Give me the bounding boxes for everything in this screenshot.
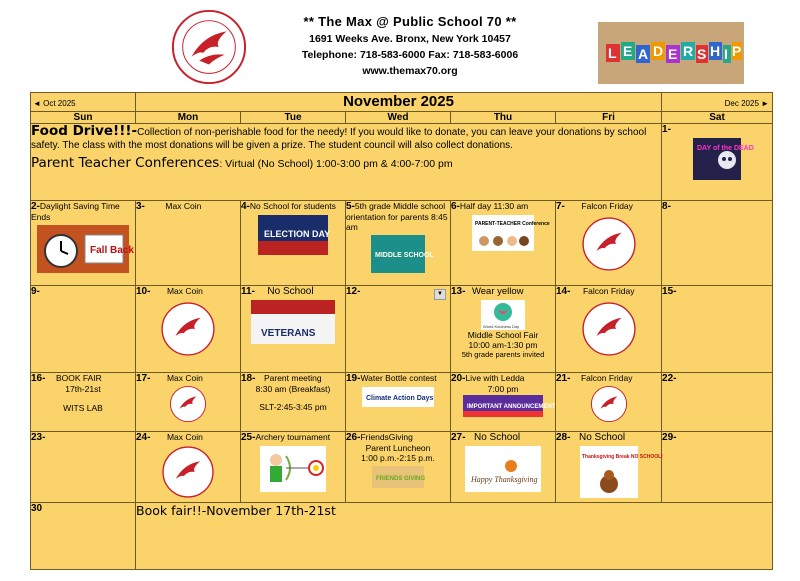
day-cell-13[interactable] xyxy=(451,285,556,372)
announcement-text: IMPORTANT ANNOUNCEMENT xyxy=(467,403,556,410)
svg-text:L: L xyxy=(608,45,617,61)
next-month-cell xyxy=(662,93,773,112)
friendsgiving-text: FRIENDS GIVING xyxy=(376,475,426,482)
day-number: 29- xyxy=(662,431,677,443)
weekday-sat: Sat xyxy=(662,112,773,124)
month-title: November 2025 xyxy=(343,93,454,110)
school-seal-icon xyxy=(161,445,215,499)
school-seal-icon xyxy=(160,301,216,357)
day-number: 20- xyxy=(451,372,466,384)
event-text: Max Coin xyxy=(166,372,203,383)
event-text: No School for students xyxy=(249,201,336,212)
event-text: Daylight Saving Time Ends xyxy=(31,201,120,223)
event-text-2: Parent Luncheon xyxy=(365,442,431,453)
day-cell-21[interactable] xyxy=(556,372,662,431)
event-text-2: 8:30 am (Breakfast) xyxy=(255,383,331,394)
day-cell-1[interactable] xyxy=(662,124,773,201)
day-cell-10[interactable] xyxy=(136,285,241,372)
day-cell-8[interactable] xyxy=(662,201,773,286)
day-cell-23[interactable] xyxy=(31,431,136,503)
school-seal-logo xyxy=(170,8,248,86)
ptc-image-text: PARENT-TEACHER Conference xyxy=(475,221,550,228)
event-text: Wear yellow xyxy=(471,285,524,297)
event-text: No School xyxy=(473,431,521,443)
svg-text:E: E xyxy=(623,43,633,59)
day-number: 2- xyxy=(31,201,40,213)
weekday-tue: Tue xyxy=(241,112,346,124)
day-cell-6[interactable] xyxy=(451,201,556,286)
event-text: Water Bottle contest xyxy=(360,372,437,383)
election-text: ELECTION DAY xyxy=(264,229,331,240)
happy-thanksgiving-image xyxy=(465,446,541,492)
day-number: 30 xyxy=(31,503,43,515)
day-cell-17[interactable] xyxy=(136,372,241,431)
day-number: 25- xyxy=(241,431,256,443)
day-number: 15- xyxy=(662,285,677,297)
event-text: Live with Ledda xyxy=(465,372,525,383)
day-number: 12- xyxy=(346,285,361,297)
day-number: 16- xyxy=(31,372,46,384)
svg-text:A: A xyxy=(638,46,649,62)
event-text: Falcon Friday xyxy=(581,201,633,212)
middle-school-text: MIDDLE SCHOOL xyxy=(375,252,434,260)
day-number: 21- xyxy=(556,372,571,384)
day-number: 19- xyxy=(346,372,361,384)
svg-text:R: R xyxy=(683,43,694,59)
svg-text:P: P xyxy=(732,43,742,59)
school-seal-icon xyxy=(590,385,628,423)
fall-back-text: Fall Back xyxy=(90,245,134,257)
day-cell-28[interactable] xyxy=(556,431,662,503)
prev-month-cell xyxy=(31,93,136,112)
day-number: 27- xyxy=(451,431,466,443)
svg-text:I: I xyxy=(724,46,728,62)
day-cell-9[interactable] xyxy=(31,285,136,372)
svg-text:D: D xyxy=(653,43,664,59)
thanksgiving-break-image xyxy=(580,446,663,498)
event-text: Archery tournament xyxy=(255,431,331,442)
day-cell-7[interactable] xyxy=(556,201,662,286)
day-cell-14[interactable] xyxy=(556,285,662,372)
thanksgiving-text: Happy Thanksgiving xyxy=(471,474,538,484)
school-phones: Telephone: 718-583-6000 Fax: 718-583-6006 xyxy=(301,49,519,61)
day-cell-25[interactable] xyxy=(241,431,346,503)
calendar-table xyxy=(30,92,773,570)
book-fair-text: Book fair!!-November 17th-21st xyxy=(136,503,336,519)
event-text-3: 1:00 p.m.-2:15 p.m. xyxy=(361,452,435,463)
dropdown-arrow-icon[interactable]: ▼ xyxy=(434,289,446,300)
school-seal-icon xyxy=(581,216,637,272)
parent-teacher-conference-image xyxy=(472,215,550,251)
fall-back-clock-image xyxy=(37,225,134,273)
ptc-text: : Virtual (No School) 1:00-3:00 pm & 4:00-7:00 pm xyxy=(219,158,453,171)
weekday-mon: Mon xyxy=(136,112,241,124)
svg-text:H: H xyxy=(710,43,721,59)
event-text: Max Coin xyxy=(166,431,203,442)
day-number: 6- xyxy=(451,201,460,213)
school-address: 1691 Weeks Ave. Bronx, New York 10457 xyxy=(309,33,511,45)
day-cell-4[interactable] xyxy=(241,201,346,286)
event-text: Falcon Friday xyxy=(582,285,635,296)
day-number: 28- xyxy=(556,431,571,443)
election-day-image xyxy=(258,215,331,255)
weekday-header-row xyxy=(31,112,773,124)
weekday-thu: Thu xyxy=(451,112,556,124)
day-cell-11[interactable] xyxy=(241,285,346,372)
day-cell-30[interactable] xyxy=(31,503,136,570)
event-text: FriendsGiving xyxy=(360,431,413,442)
day-number: 22- xyxy=(662,372,677,384)
world-kindness-day-image xyxy=(481,300,525,330)
event-text: 5th grade Middle school orientation for parents 8:45 am xyxy=(346,201,448,233)
event-text: BOOK FAIR xyxy=(55,372,102,383)
event-text-4: 5th grade parents invited xyxy=(461,349,545,359)
kindness-text: World Kindness Day xyxy=(483,323,520,329)
day-cell-26[interactable] xyxy=(346,431,451,503)
event-text-3: WITS LAB xyxy=(63,402,103,413)
day-number: 18- xyxy=(241,372,256,384)
day-number: 24- xyxy=(136,431,151,443)
day-cell-18[interactable] xyxy=(241,372,346,431)
day-number: 7- xyxy=(556,201,565,213)
svg-text:S: S xyxy=(697,46,707,62)
weekday-sun: Sun xyxy=(31,112,136,124)
important-announcement-image xyxy=(463,395,556,417)
month-title-cell xyxy=(136,93,662,112)
school-seal-icon xyxy=(169,385,207,423)
event-text: Parent meeting xyxy=(263,372,322,383)
day-number: 3- xyxy=(136,201,145,213)
day-cell-19[interactable] xyxy=(346,372,451,431)
event-text: Falcon Friday xyxy=(580,372,633,383)
event-text-3: SLT-2:45-3:45 pm xyxy=(259,401,327,412)
day-cell-16[interactable] xyxy=(31,372,136,431)
day-cell-15[interactable] xyxy=(662,285,773,372)
dotd-text: DAY of the DEAD xyxy=(697,145,754,153)
weekday-wed: Wed xyxy=(346,112,451,124)
day-number: 14- xyxy=(556,285,571,297)
event-text: Max Coin xyxy=(165,201,202,212)
veterans-text: VETERANS xyxy=(261,327,316,339)
event-text: Max Coin xyxy=(166,285,203,296)
day-cell-5[interactable] xyxy=(346,201,451,286)
day-cell-27[interactable] xyxy=(451,431,556,503)
climate-action-image xyxy=(362,387,434,407)
climate-text: Climate Action Days xyxy=(366,394,434,402)
page-header xyxy=(0,0,800,92)
school-seal-icon xyxy=(581,301,637,357)
middle-school-image xyxy=(371,235,434,273)
archery-image xyxy=(260,446,326,492)
event-text-2: 7:00 pm xyxy=(487,383,519,394)
veterans-image xyxy=(251,300,335,344)
prev-month-link[interactable]: ◄ Oct 2025 xyxy=(33,99,76,108)
ptc-title: Parent Teacher Conferences xyxy=(31,155,220,172)
next-month-link[interactable]: Dec 2025 ► xyxy=(724,99,770,108)
day-cell-29[interactable] xyxy=(662,431,773,503)
food-drive-text: Collection of non-perishable food for the needy! If you would like to donate, you can leave your donations by school safety. The class with the most donations will be given a prize. The student council will also collect donations. xyxy=(31,127,647,151)
day-cell-2[interactable] xyxy=(31,201,136,286)
day-number: 5- xyxy=(346,201,355,213)
weekday-fri: Fri xyxy=(556,112,662,124)
day-number: 11- xyxy=(241,285,255,297)
thanksgiving-break-text: Thanksgiving Break NO SCHOOL! xyxy=(581,453,663,460)
day-cell-20[interactable] xyxy=(451,372,556,431)
event-text-3: 10:00 am-1:30 pm xyxy=(468,339,538,350)
day-number: 10- xyxy=(136,285,151,297)
day-cell-12[interactable] xyxy=(346,285,451,372)
event-text: No School xyxy=(578,431,626,443)
day-number: 13- xyxy=(451,285,466,297)
day-number: 1- xyxy=(662,124,671,136)
school-name: ** The Max @ Public School 70 ** xyxy=(303,14,517,29)
day-number: 23- xyxy=(31,431,46,443)
day-cell-3[interactable] xyxy=(136,201,241,286)
friendsgiving-image xyxy=(372,466,424,488)
book-fair-banner xyxy=(136,503,773,570)
leadership-image xyxy=(598,22,744,84)
announcement-banner xyxy=(31,124,662,201)
day-number: 26- xyxy=(346,431,361,443)
event-text: Half day 11:30 am xyxy=(459,201,529,212)
day-number: 8- xyxy=(662,201,671,213)
school-info xyxy=(250,14,570,77)
day-number: 9- xyxy=(31,285,40,297)
event-text-2: Middle School Fair xyxy=(467,329,539,340)
food-drive-title: Food Drive!!!- xyxy=(31,123,138,140)
event-text-2: 17th-21st xyxy=(65,383,101,394)
school-website[interactable]: www.themax70.org xyxy=(362,65,458,77)
event-text: No School xyxy=(267,285,314,297)
day-cell-22[interactable] xyxy=(662,372,773,431)
day-number: 4- xyxy=(241,201,250,213)
day-cell-24[interactable] xyxy=(136,431,241,503)
svg-text:E: E xyxy=(668,46,678,62)
day-of-the-dead-image xyxy=(693,138,754,180)
day-number: 17- xyxy=(136,372,151,384)
